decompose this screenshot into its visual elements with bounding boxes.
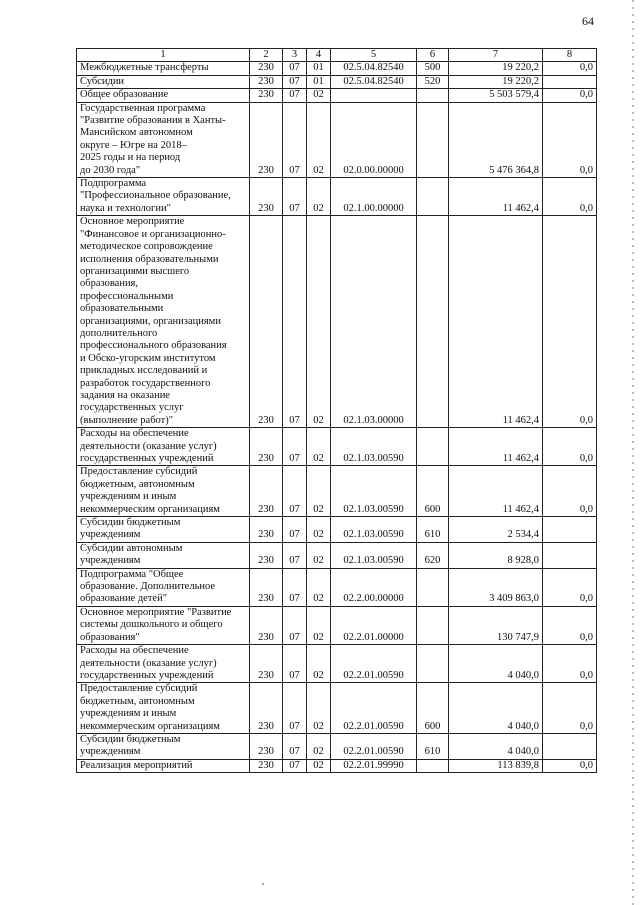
admin-code-cell: 230 (250, 62, 283, 75)
amount-secondary-cell: 0,0 (543, 216, 597, 428)
target-article-cell: 02.2.00.00000 (331, 568, 417, 606)
subsection-cell: 02 (307, 178, 331, 216)
table-row (77, 62, 597, 75)
subsection-cell: 02 (307, 645, 331, 683)
subsection-cell: 02 (307, 216, 331, 428)
amount-secondary-cell: 0,0 (543, 102, 597, 177)
row-name-cell: Расходы на обеспечение деятельности (оказание услуг) государственных учреждений (77, 645, 250, 683)
amount-cell: 8 928,0 (449, 542, 543, 568)
expense-type-cell (417, 178, 449, 216)
row-name-cell: Подпрограмма "Профессиональное образование, наука и технологии" (77, 178, 250, 216)
column-header: 2 (250, 49, 283, 62)
section-cell: 07 (283, 75, 307, 88)
column-header: 1 (77, 49, 250, 62)
expense-type-cell (417, 606, 449, 644)
amount-cell: 4 040,0 (449, 683, 543, 734)
subsection-cell: 01 (307, 62, 331, 75)
expense-type-cell: 520 (417, 75, 449, 88)
expense-type-cell: 610 (417, 517, 449, 543)
admin-code-cell: 230 (250, 733, 283, 759)
subsection-cell: 02 (307, 733, 331, 759)
subsection-cell: 02 (307, 759, 331, 772)
amount-cell: 11 462,4 (449, 178, 543, 216)
subsection-cell: 02 (307, 102, 331, 177)
row-name-cell: Предоставление субсидий бюджетным, автономным учреждениям и иным некоммерческим организациям (77, 683, 250, 734)
row-name-cell: Расходы на обеспечение деятельности (оказание услуг) государственных учреждений (77, 428, 250, 466)
admin-code-cell: 230 (250, 606, 283, 644)
target-article-cell: 02.5.04.82540 (331, 62, 417, 75)
amount-cell: 11 462,4 (449, 216, 543, 428)
column-header: 7 (449, 49, 543, 62)
amount-cell: 11 462,4 (449, 466, 543, 517)
amount-secondary-cell (543, 733, 597, 759)
section-cell: 07 (283, 466, 307, 517)
subsection-cell: 02 (307, 606, 331, 644)
table-row (77, 568, 597, 606)
amount-cell: 4 040,0 (449, 645, 543, 683)
expense-type-cell (417, 428, 449, 466)
row-name-cell: Субсидии бюджетным учреждениям (77, 517, 250, 543)
table-row (77, 759, 597, 772)
table-row (77, 102, 597, 177)
section-cell: 07 (283, 178, 307, 216)
table-row (77, 466, 597, 517)
table-row (77, 606, 597, 644)
column-number-row (77, 49, 597, 62)
amount-secondary-cell (543, 542, 597, 568)
admin-code-cell: 230 (250, 89, 283, 102)
admin-code-cell: 230 (250, 102, 283, 177)
column-header: 6 (417, 49, 449, 62)
amount-secondary-cell (543, 517, 597, 543)
subsection-cell: 02 (307, 542, 331, 568)
row-name-cell: Межбюджетные трансферты (77, 62, 250, 75)
target-article-cell: 02.2.01.00590 (331, 683, 417, 734)
admin-code-cell: 230 (250, 645, 283, 683)
amount-secondary-cell: 0,0 (543, 428, 597, 466)
table-row (77, 178, 597, 216)
admin-code-cell: 230 (250, 75, 283, 88)
amount-cell: 5 476 364,8 (449, 102, 543, 177)
expense-type-cell: 610 (417, 733, 449, 759)
admin-code-cell: 230 (250, 568, 283, 606)
section-cell: 07 (283, 733, 307, 759)
section-cell: 07 (283, 102, 307, 177)
expense-type-cell (417, 568, 449, 606)
section-cell: 07 (283, 62, 307, 75)
subsection-cell: 02 (307, 89, 331, 102)
amount-cell: 113 839,8 (449, 759, 543, 772)
section-cell: 07 (283, 542, 307, 568)
amount-secondary-cell: 0,0 (543, 89, 597, 102)
subsection-cell: 02 (307, 683, 331, 734)
expense-type-cell (417, 216, 449, 428)
amount-cell: 3 409 863,0 (449, 568, 543, 606)
amount-secondary-cell: 0,0 (543, 178, 597, 216)
row-name-cell: Субсидии (77, 75, 250, 88)
table-row (77, 89, 597, 102)
admin-code-cell: 230 (250, 683, 283, 734)
amount-secondary-cell: 0,0 (543, 606, 597, 644)
target-article-cell: 02.2.01.00000 (331, 606, 417, 644)
scan-edge-left (4, 0, 5, 905)
page-number: 64 (582, 14, 594, 28)
table-row (77, 75, 597, 88)
target-article-cell (331, 89, 417, 102)
row-name-cell: Субсидии автономным учреждениям (77, 542, 250, 568)
subsection-cell: 02 (307, 428, 331, 466)
column-header: 3 (283, 49, 307, 62)
expense-type-cell: 600 (417, 466, 449, 517)
row-name-cell: Субсидии бюджетным учреждениям (77, 733, 250, 759)
table-row (77, 517, 597, 543)
amount-secondary-cell: 0,0 (543, 62, 597, 75)
subsection-cell: 01 (307, 75, 331, 88)
section-cell: 07 (283, 89, 307, 102)
section-cell: 07 (283, 428, 307, 466)
amount-secondary-cell (543, 75, 597, 88)
subsection-cell: 02 (307, 466, 331, 517)
expense-type-cell (417, 759, 449, 772)
expense-type-cell: 600 (417, 683, 449, 734)
section-cell: 07 (283, 645, 307, 683)
section-cell: 07 (283, 568, 307, 606)
subsection-cell: 02 (307, 568, 331, 606)
amount-secondary-cell: 0,0 (543, 759, 597, 772)
row-name-cell: Подпрограмма "Общее образование. Дополнительное образование детей" (77, 568, 250, 606)
subsection-cell: 02 (307, 517, 331, 543)
amount-cell: 2 534,4 (449, 517, 543, 543)
amount-cell: 11 462,4 (449, 428, 543, 466)
expense-type-cell: 620 (417, 542, 449, 568)
amount-cell: 130 747,9 (449, 606, 543, 644)
row-name-cell: Общее образование (77, 89, 250, 102)
admin-code-cell: 230 (250, 517, 283, 543)
amount-cell: 19 220,2 (449, 62, 543, 75)
expense-type-cell: 500 (417, 62, 449, 75)
target-article-cell: 02.1.00.00000 (331, 178, 417, 216)
scan-edge-right (632, 0, 634, 905)
section-cell: 07 (283, 517, 307, 543)
expense-type-cell (417, 102, 449, 177)
amount-cell: 19 220,2 (449, 75, 543, 88)
section-cell: 07 (283, 216, 307, 428)
admin-code-cell: 230 (250, 178, 283, 216)
expense-type-cell (417, 645, 449, 683)
row-name-cell: Основное мероприятие "Финансовое и организационно- методическое сопровождение исполнения образовательными организациями высшего образования, профессиональными образовательными организациями, организациями дополнительного профессионального образования и Обско-угорским институтом прикладных исследований и разработок государственного задания на оказание государственных услуг (выполнение работ)" (77, 216, 250, 428)
table-body (77, 62, 597, 773)
table-row (77, 216, 597, 428)
target-article-cell: 02.1.03.00590 (331, 428, 417, 466)
row-name-cell: Предоставление субсидий бюджетным, автономным учреждениям и иным некоммерческим организациям (77, 466, 250, 517)
amount-cell: 4 040,0 (449, 733, 543, 759)
amount-secondary-cell: 0,0 (543, 568, 597, 606)
target-article-cell: 02.0.00.00000 (331, 102, 417, 177)
table-row (77, 733, 597, 759)
section-cell: 07 (283, 759, 307, 772)
admin-code-cell: 230 (250, 216, 283, 428)
target-article-cell: 02.1.03.00000 (331, 216, 417, 428)
target-article-cell: 02.2.01.00590 (331, 645, 417, 683)
table-row (77, 683, 597, 734)
table-row (77, 428, 597, 466)
column-header: 4 (307, 49, 331, 62)
column-header: 5 (331, 49, 417, 62)
amount-secondary-cell: 0,0 (543, 466, 597, 517)
admin-code-cell: 230 (250, 466, 283, 517)
budget-table (76, 48, 597, 773)
row-name-cell: Государственная программа "Развитие образования в Ханты- Мансийском автономном округе – Югре на 2018– 2025 годы и на период до 2030 года" (77, 102, 250, 177)
admin-code-cell: 230 (250, 542, 283, 568)
target-article-cell: 02.2.01.00590 (331, 733, 417, 759)
scan-speck (262, 883, 264, 885)
expense-type-cell (417, 89, 449, 102)
target-article-cell: 02.2.01.99990 (331, 759, 417, 772)
amount-secondary-cell: 0,0 (543, 683, 597, 734)
admin-code-cell: 230 (250, 759, 283, 772)
target-article-cell: 02.1.03.00590 (331, 517, 417, 543)
amount-secondary-cell: 0,0 (543, 645, 597, 683)
target-article-cell: 02.1.03.00590 (331, 466, 417, 517)
column-header: 8 (543, 49, 597, 62)
target-article-cell: 02.1.03.00590 (331, 542, 417, 568)
row-name-cell: Реализация мероприятий (77, 759, 250, 772)
target-article-cell: 02.5.04.82540 (331, 75, 417, 88)
amount-cell: 5 503 579,4 (449, 89, 543, 102)
table-row (77, 542, 597, 568)
section-cell: 07 (283, 683, 307, 734)
admin-code-cell: 230 (250, 428, 283, 466)
row-name-cell: Основное мероприятие "Развитие системы дошкольного и общего образования" (77, 606, 250, 644)
section-cell: 07 (283, 606, 307, 644)
table-row (77, 645, 597, 683)
